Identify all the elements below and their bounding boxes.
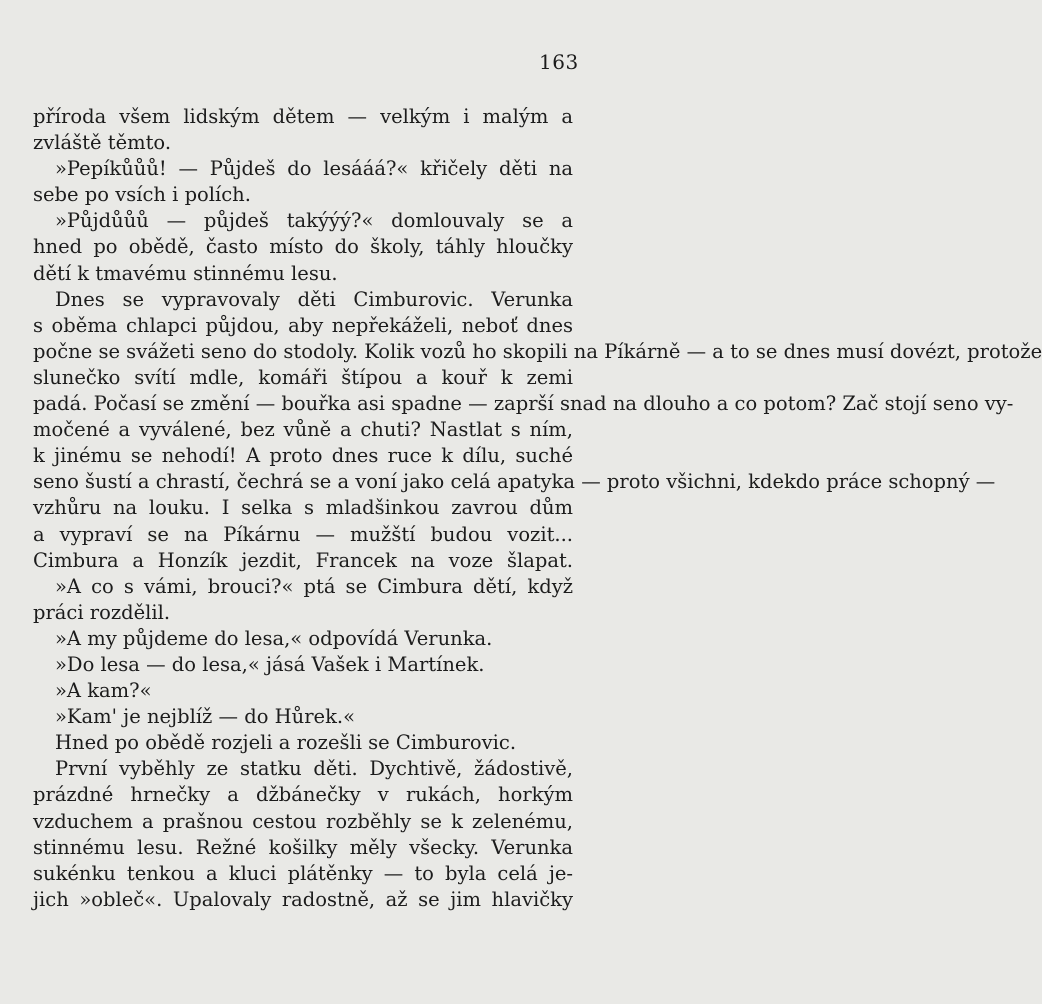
body-text [33,104,1042,913]
text-line: První vyběhly ze statku děti. Dychtivě, žádostivě, [55,757,573,781]
text-line: Hned po obědě rozjeli a rozešli se Cimburovic. [55,731,517,755]
text-line: a vypraví se na Píkárnu — mužští budou vozit... [33,522,573,546]
text-line: »A co s vámi, brouci?« ptá se Cimbura dětí, když [55,574,573,598]
text-line: vzduchem a prašnou cestou rozběhly se k zelenému, [33,809,573,833]
text-line: padá. Počasí se změní — bouřka asi spadne — zaprší snad na dlouho a co potom? Zač stojí seno vy- [33,392,1014,416]
text-line: »A my půjdeme do lesa,« odpovídá Verunka. [55,626,493,650]
text-line: s oběma chlapci půjdou, aby nepřekáželi, neboť dnes [33,313,573,337]
page-number: 163 [539,50,579,74]
text-line: zvláště těmto. [33,131,172,155]
text-line: »Do lesa — do lesa,« jásá Vašek i Martínek. [55,652,485,676]
text-line: »A kam?« [55,679,152,703]
text-line: vzhůru na louku. I selka s mladšinkou zavrou dům [33,496,573,520]
text-line: práci rozdělil. [33,600,171,624]
text-line: prázdné hrnečky a džbánečky v rukách, horkým [33,783,573,807]
text-line: stinnému lesu. Režné košilky měly všecky. Verunka [33,835,573,859]
text-line: »Kam' je nejblíž — do Hůrek.« [55,705,356,729]
text-line: k jinému se nehodí! A proto dnes ruce k dílu, suché [33,444,573,468]
text-line: Cimbura a Honzík jezdit, Francek na voze šlapat. [33,548,573,572]
text-line: sukénku tenkou a kluci plátěnky — to byla celá je- [33,861,573,885]
text-line: dětí k tmavému stinnému lesu. [33,261,338,285]
text-line: »Pepíkůůů! — Půjdeš do lesááá?« křičely děti na [55,157,573,181]
text-line: seno šustí a chrastí, čechrá se a voní jako celá apatyka — proto všichni, kdekdo práce schopný — [33,470,996,494]
text-line: příroda všem lidským dětem — velkým i malým a [33,105,573,128]
text-line: jich »obleč«. Upalovaly radostně, až se jim hlavičky [33,887,573,911]
text-line: slunečko svítí mdle, komáři štípou a kouř k zemi [33,365,573,389]
text-line: močené a vyválené, bez vůně a chuti? Nastlat s ním, [33,418,573,442]
text-line: počne se svážeti seno do stodoly. Kolik vozů ho skopili na Píkárně — a to se dnes musí dovézt, protože [33,339,1042,363]
text-line: Dnes se vypravovaly děti Cimburovic. Verunka [55,287,573,311]
text-line: hned po obědě, často místo do školy, táhly hloučky [33,235,573,259]
text-line: »Půjdůůů — půjdeš takýýý?« domlouvaly se a [55,209,573,233]
text-line: sebe po vsích i polích. [33,183,251,207]
